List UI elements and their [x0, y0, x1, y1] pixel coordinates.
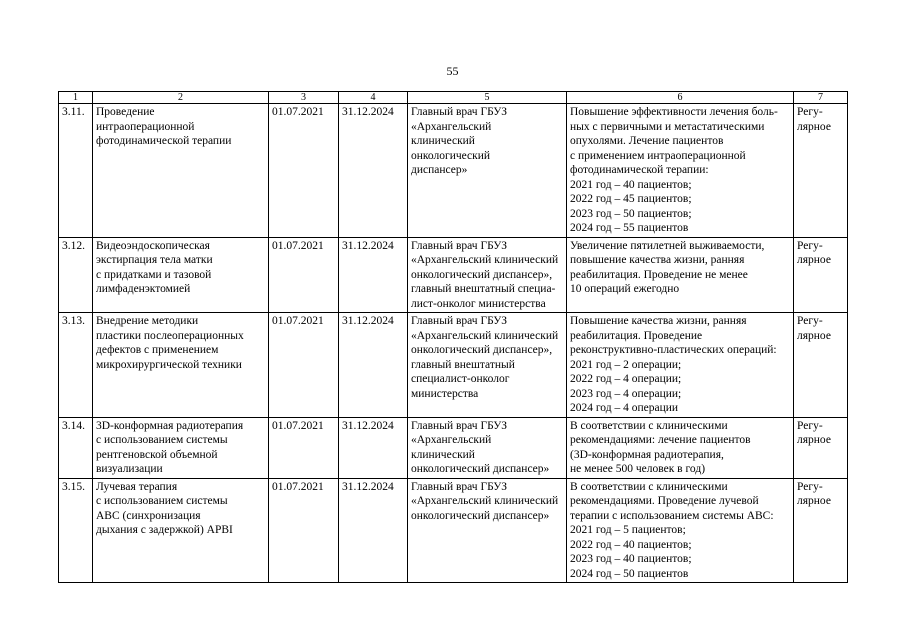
measure-name-line: пластики послеоперационных	[96, 329, 244, 342]
expected-result-line: 2023 год – 40 пациентов;	[570, 553, 692, 565]
responsible-line: лист-онколог министерства	[411, 297, 546, 310]
expected-result-cell	[567, 313, 794, 418]
characteristic-line: Регу-	[797, 419, 823, 432]
table-row	[59, 478, 848, 583]
measure-name-line: с придатками и тазовой	[96, 268, 212, 281]
measure-name-line: с использованием системы	[96, 434, 228, 446]
characteristic-cell	[794, 478, 848, 583]
characteristic-cell	[794, 313, 848, 418]
responsible-line: онкологический диспансер»	[411, 463, 550, 475]
table-row	[59, 104, 848, 238]
expected-result-line: Повышение качества жизни, ранняя	[570, 315, 747, 327]
column-number-row	[59, 92, 848, 104]
page-number: 55	[446, 64, 459, 78]
expected-result-line: 2024 год – 55 пациентов	[570, 222, 689, 234]
responsible-line: Главный врач ГБУЗ	[411, 106, 508, 118]
measure-name-line: Лучевая терапия	[96, 480, 178, 493]
expected-result-line: В соответствии с клиническими	[570, 419, 728, 432]
expected-result-line: 2022 год – 4 операции;	[570, 373, 682, 385]
table-row	[59, 237, 848, 313]
expected-result-line: не менее 500 человек в год)	[570, 463, 706, 475]
measure-name-line: микрохирургической техники	[96, 358, 242, 371]
column-header: 5	[408, 92, 567, 104]
measure-name-cell	[93, 104, 269, 238]
responsible-line: «Архангельский клинический	[411, 495, 559, 507]
end-date-cell: 31.12.2024	[339, 313, 408, 418]
characteristic-cell	[794, 237, 848, 313]
responsible-cell	[408, 478, 567, 583]
expected-result-line: 2021 год – 5 пациентов;	[570, 524, 686, 536]
expected-result-line: 2023 год – 50 пациентов;	[570, 207, 692, 220]
measure-name-line: рентгеновской объемной	[96, 448, 218, 461]
responsible-line: министерства	[411, 387, 479, 400]
characteristic-line: лярное	[797, 329, 831, 342]
responsible-line: главный внештатный специа-	[411, 283, 556, 295]
expected-result-line: Повышение эффективности лечения боль-	[570, 106, 778, 118]
table-row	[59, 313, 848, 418]
responsible-line: главный внештатный	[411, 358, 515, 371]
responsible-line: специалист-онколог	[411, 373, 510, 385]
measure-name-line: Видеоэндоскопическая	[96, 239, 210, 252]
expected-result-cell	[567, 237, 794, 313]
characteristic-line: Регу-	[797, 315, 823, 327]
responsible-cell	[408, 104, 567, 238]
expected-result-line: Увеличение пятилетней выживаемости,	[570, 239, 765, 252]
item-number-cell: 3.13.	[59, 313, 93, 418]
start-date-cell: 01.07.2021	[269, 478, 339, 583]
characteristic-line: Регу-	[797, 239, 823, 252]
expected-result-line: 2021 год – 40 пациентов;	[570, 178, 692, 191]
characteristic-line: Регу-	[797, 106, 823, 118]
table-row	[59, 417, 848, 478]
measures-table	[58, 91, 848, 583]
responsible-cell	[408, 417, 567, 478]
expected-result-line: фотодинамической терапии:	[570, 164, 709, 176]
column-header: 4	[339, 92, 408, 104]
expected-result-line: рекомендациями: лечение пациентов	[570, 434, 751, 446]
responsible-line: онкологический диспансер»,	[411, 344, 553, 356]
responsible-line: диспансер»	[411, 164, 468, 176]
measure-name-line: ABC (синхронизация	[96, 509, 201, 522]
characteristic-cell	[794, 417, 848, 478]
characteristic-line: лярное	[797, 434, 831, 446]
start-date-cell: 01.07.2021	[269, 417, 339, 478]
start-date-cell: 01.07.2021	[269, 104, 339, 238]
responsible-line: Главный врач ГБУЗ	[411, 315, 508, 327]
measure-name-line: Проведение	[96, 106, 155, 118]
expected-result-cell	[567, 104, 794, 238]
measure-name-line: Внедрение методики	[96, 315, 199, 327]
responsible-line: клинический	[411, 448, 475, 461]
measure-name-line: фотодинамической терапии	[96, 135, 232, 147]
responsible-line: Главный врач ГБУЗ	[411, 480, 508, 493]
expected-result-line: реабилитация. Проведение не менее	[570, 268, 748, 281]
item-number-cell: 3.12.	[59, 237, 93, 313]
column-header: 6	[567, 92, 794, 104]
expected-result-line: опухолями. Лечение пациентов	[570, 135, 724, 147]
responsible-line: «Архангельский клинический	[411, 254, 559, 266]
responsible-line: «Архангельский	[411, 120, 492, 133]
responsible-line: онкологический диспансер»,	[411, 268, 553, 281]
expected-result-line: реконструктивно-пластических операций:	[570, 344, 777, 356]
measure-name-cell	[93, 478, 269, 583]
responsible-line: «Архангельский клинический	[411, 329, 559, 342]
item-number-cell: 3.11.	[59, 104, 93, 238]
measure-name-line: экстирпация тела матки	[96, 254, 213, 266]
expected-result-line: 2023 год – 4 операции;	[570, 387, 682, 400]
measure-name-line: с использованием системы	[96, 495, 228, 507]
expected-result-line: терапии с использованием системы ABC:	[570, 509, 774, 522]
expected-result-line: 2021 год – 2 операции;	[570, 358, 682, 371]
measure-name-cell	[93, 313, 269, 418]
responsible-line: Главный врач ГБУЗ	[411, 239, 508, 252]
expected-result-line: реабилитация. Проведение	[570, 329, 703, 342]
column-header: 3	[269, 92, 339, 104]
responsible-cell	[408, 237, 567, 313]
expected-result-line: 10 операций ежегодно	[570, 283, 680, 295]
expected-result-line: В соответствии с клиническими	[570, 480, 728, 493]
end-date-cell: 31.12.2024	[339, 478, 408, 583]
expected-result-line: 2024 год – 50 пациентов	[570, 567, 689, 580]
expected-result-line: повышение качества жизни, ранняя	[570, 254, 745, 266]
characteristic-line: лярное	[797, 254, 831, 266]
expected-result-line: (3D-конформная радиотерапия,	[570, 448, 724, 461]
expected-result-line: 2022 год – 45 пациентов;	[570, 193, 692, 205]
measure-name-cell	[93, 417, 269, 478]
expected-result-cell	[567, 478, 794, 583]
responsible-line: онкологический	[411, 149, 491, 162]
expected-result-line: ных с первичными и метастатическими	[570, 120, 765, 133]
responsible-line: онкологический диспансер»	[411, 509, 550, 522]
measure-name-line: интраоперационной	[96, 120, 195, 133]
start-date-cell: 01.07.2021	[269, 237, 339, 313]
characteristic-cell	[794, 104, 848, 238]
column-header: 2	[93, 92, 269, 104]
end-date-cell: 31.12.2024	[339, 104, 408, 238]
responsible-line: «Архангельский	[411, 434, 492, 446]
end-date-cell: 31.12.2024	[339, 237, 408, 313]
responsible-line: клинический	[411, 135, 475, 147]
measure-name-line: визуализации	[96, 463, 163, 475]
characteristic-line: Регу-	[797, 480, 823, 493]
expected-result-line: 2022 год – 40 пациентов;	[570, 538, 692, 551]
measure-name-line: 3D-конформная радиотерапия	[96, 419, 244, 432]
start-date-cell: 01.07.2021	[269, 313, 339, 418]
item-number-cell: 3.15.	[59, 478, 93, 583]
expected-result-line: рекомендациями. Проведение лучевой	[570, 495, 759, 507]
expected-result-line: с применением интраоперационной	[570, 149, 746, 162]
measure-name-cell	[93, 237, 269, 313]
measure-name-line: дефектов с применением	[96, 344, 219, 356]
expected-result-cell	[567, 417, 794, 478]
end-date-cell: 31.12.2024	[339, 417, 408, 478]
column-header: 7	[794, 92, 848, 104]
characteristic-line: лярное	[797, 495, 831, 507]
measure-name-line: лимфаденэктомией	[96, 283, 191, 295]
responsible-cell	[408, 313, 567, 418]
characteristic-line: лярное	[797, 120, 831, 133]
expected-result-line: 2024 год – 4 операции	[570, 402, 679, 414]
measure-name-line: дыхания с задержкой) APBI	[96, 524, 233, 536]
item-number-cell: 3.14.	[59, 417, 93, 478]
column-header: 1	[59, 92, 93, 104]
responsible-line: Главный врач ГБУЗ	[411, 419, 508, 432]
